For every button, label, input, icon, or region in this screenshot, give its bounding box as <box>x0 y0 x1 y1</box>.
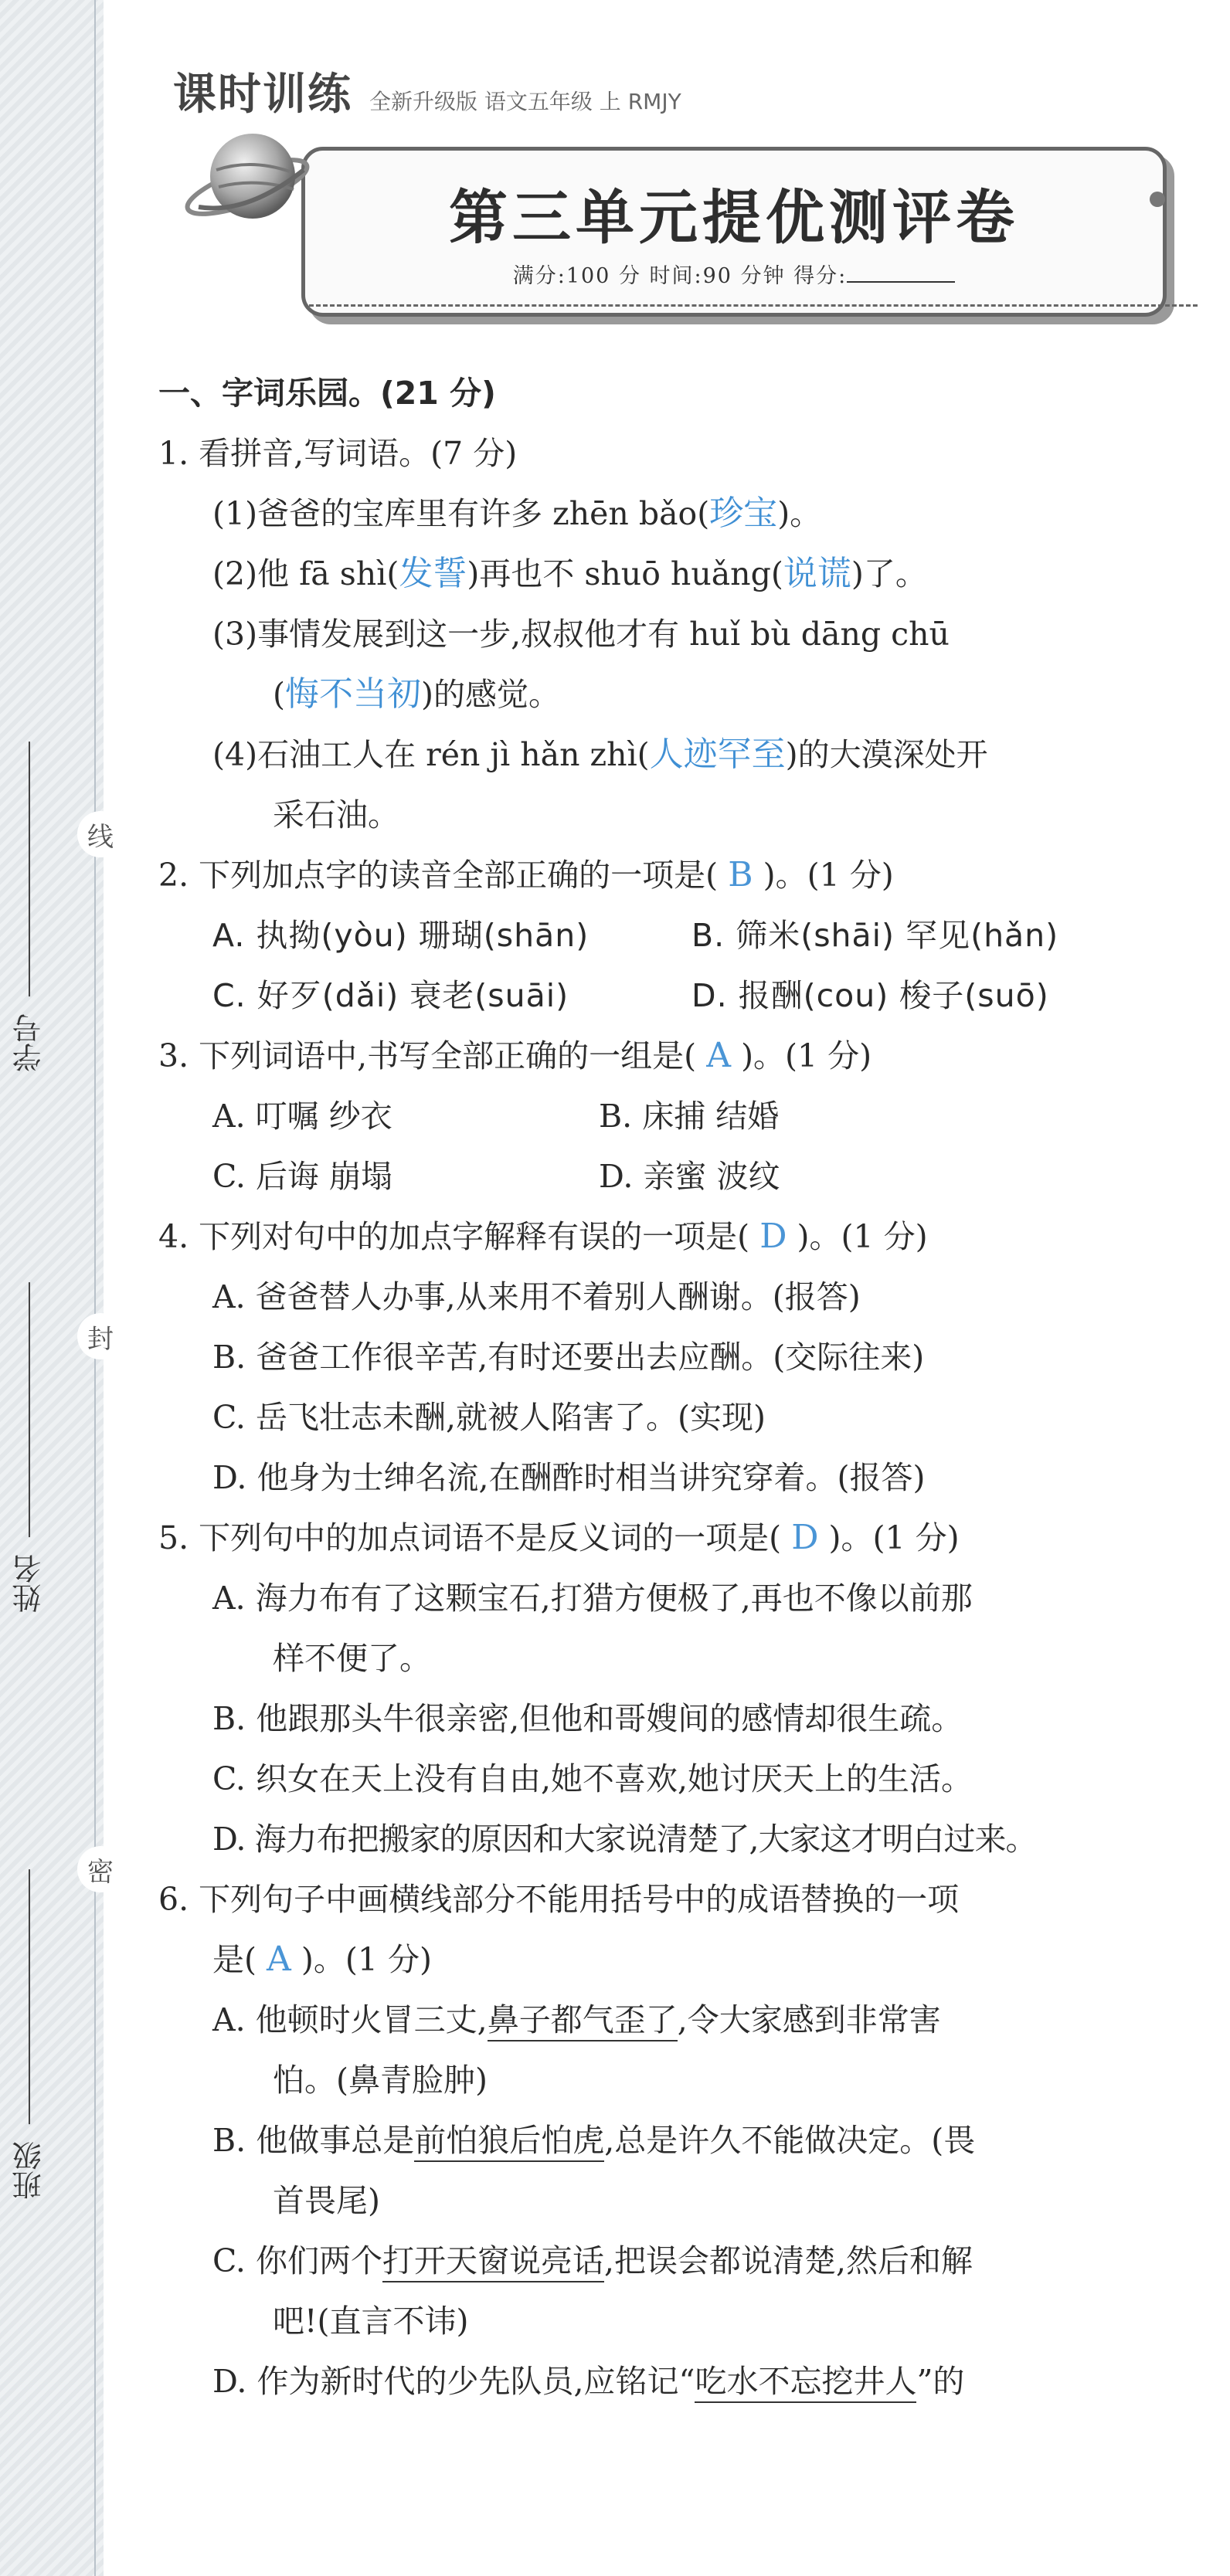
question-3-options-row-1 <box>158 1086 1194 1146</box>
question-6-stem-cont <box>158 1929 1194 1990</box>
score-info: 满分:100 分 时间:90 分钟 得分: <box>512 264 848 288</box>
q6-b-suffix: ,总是许久不能做决定。(畏 <box>604 2122 976 2159</box>
q2-option-c: C. 好歹(dǎi) 衰老(suāi) <box>212 977 569 1014</box>
q6-d-suffix: ”的 <box>916 2363 965 2400</box>
student-name-field[interactable] <box>8 1282 70 1613</box>
q2-option-a: A. 执拗(yòu) 珊瑚(shān) <box>212 917 590 954</box>
q4-option-c: C. 岳飞壮志未酬,就被人陷害了。(实现) <box>212 1399 766 1436</box>
q6-a-underlined: 鼻子都气歪了 <box>488 2001 678 2041</box>
q6-option-b-cont: 首畏尾) <box>273 2182 380 2219</box>
question-1-item-3: (3)事情发展到这一步,叔叔他才有 huǐ bù dāng chū <box>212 616 950 653</box>
student-name-blank[interactable] <box>29 1282 30 1537</box>
q6-d-prefix: D. 作为新时代的少先队员,应铭记“ <box>212 2363 695 2400</box>
q6-c-underlined: 打开天窗说亮话 <box>382 2242 604 2282</box>
q6-a-suffix: ,令大家感到非常害 <box>677 2001 941 2038</box>
q5-option-a: A. 海力布有了这颗宝石,打猎方便极了,再也不像以前那 <box>212 1580 973 1617</box>
q2-answer: B <box>728 855 753 894</box>
banner-tab-dot <box>1150 192 1165 207</box>
q1-2-suffix: )了。 <box>851 555 927 592</box>
q6-option-a-cont: 怕。(鼻青脸肿) <box>273 2062 488 2099</box>
q5-option-a-cont: 样不便了。 <box>273 1640 431 1677</box>
q2-option-b: B. 筛米(shāi) 罕见(hǎn) <box>691 917 1059 954</box>
question-5-stem <box>158 1508 1194 1568</box>
brand-header <box>173 60 681 122</box>
q6-option-c <box>158 2231 1194 2291</box>
question-2-stem <box>158 845 1194 905</box>
q2-stem-suffix: )。(1 分) <box>763 857 894 894</box>
student-number-blank[interactable] <box>29 742 30 996</box>
q6-option-c-cont: 吧!(直言不讳) <box>273 2303 469 2340</box>
q3-option-b: B. 床捕 结婚 <box>599 1098 780 1135</box>
q1-4-prompt: (4)石油工人在 rén jì hǎn zhì( <box>212 736 650 773</box>
q4-option-b: B. 爸爸工作很辛苦,有时还要出去应酬。(交际往来) <box>212 1339 925 1376</box>
question-1-item-3-cont <box>158 664 1194 725</box>
q3-option-a: A. 叮嘱 纱衣 <box>212 1098 392 1135</box>
q6-option-b <box>158 2110 1194 2170</box>
question-1-item-4 <box>158 725 1194 785</box>
planet-icon <box>182 116 313 247</box>
section-title: 一、字词乐园。(21 分) <box>158 375 496 412</box>
q6-c-suffix: ,把误会都说清楚,然后和解 <box>603 2242 973 2279</box>
student-name-label: 姓名 <box>12 1554 46 1614</box>
q1-2-answer-1: 发誓 <box>399 554 467 593</box>
q1-4-answer: 人迹罕至 <box>649 735 786 774</box>
q1-3-answer: 悔不当初 <box>285 674 421 714</box>
q6-stem-suffix: )。(1 分) <box>301 1941 432 1978</box>
q3-option-c: C. 后诲 崩塌 <box>212 1158 393 1195</box>
score-line <box>305 259 1163 289</box>
q4-stem-suffix: )。(1 分) <box>797 1218 928 1255</box>
q3-stem-suffix: )。(1 分) <box>741 1037 872 1074</box>
q5-option-b: B. 他跟那头牛很亲密,但他和哥嫂间的感情却很生疏。 <box>212 1700 963 1737</box>
q6-b-prefix: B. 他做事总是 <box>212 2122 415 2159</box>
q3-answer: A <box>706 1036 732 1075</box>
q6-option-d <box>158 2351 1194 2411</box>
page-title: 第三单元提优测评卷 <box>449 183 1019 252</box>
question-content <box>158 363 1194 2411</box>
question-3-options-row-2 <box>158 1146 1194 1207</box>
q6-d-underlined: 吃水不忘挖井人 <box>695 2363 916 2403</box>
q1-4-suffix: )的大漠深处开 <box>785 736 988 773</box>
q5-option-d: D. 海力布把搬家的原因和大家说清楚了,大家这才明白过来。 <box>212 1821 1037 1858</box>
question-2-options-row-1 <box>158 905 1194 966</box>
q6-a-prefix: A. 他顿时火冒三丈, <box>212 2001 488 2038</box>
edition-label: 全新升级版 语文五年级 上 RMJY <box>369 89 681 114</box>
question-2-options-row-2 <box>158 966 1194 1026</box>
q2-option-d: D. 报酬(cou) 梭子(suō) <box>691 977 1049 1014</box>
q4-option-a: A. 爸爸替人办事,从来用不着别人酬谢。(报答) <box>212 1278 861 1315</box>
class-blank[interactable] <box>29 1869 30 2124</box>
q1-3-open: ( <box>273 676 285 713</box>
binding-mark-xian: 线 <box>77 811 124 857</box>
question-1-item-4-cont: 采石油。 <box>273 796 399 833</box>
binding-mark-feng: 封 <box>77 1313 124 1359</box>
q6-b-underlined: 前怕狼后怕虎 <box>414 2122 604 2162</box>
banner-dashed-rule <box>309 304 1198 307</box>
q6-answer: A <box>267 1940 291 1979</box>
q5-answer: D <box>791 1518 819 1557</box>
question-4-stem <box>158 1207 1194 1267</box>
q5-stem-prefix: 5. 下列句中的加点词语不是反义词的一项是( <box>158 1519 782 1556</box>
q1-2-prompt: (2)他 fā shì( <box>212 555 399 592</box>
question-1-item-2 <box>158 544 1194 604</box>
question-6-stem: 6. 下列句子中画横线部分不能用括号中的成语替换的一项 <box>158 1881 960 1918</box>
question-1-item-1 <box>158 484 1194 544</box>
q1-3-suffix: )的感觉。 <box>421 676 560 713</box>
q6-c-prefix: C. 你们两个 <box>212 2242 382 2279</box>
q5-stem-suffix: )。(1 分) <box>828 1519 960 1556</box>
q2-stem-prefix: 2. 下列加点字的读音全部正确的一项是( <box>158 857 719 894</box>
q1-2-middle: )再也不 shuō huǎng( <box>467 555 783 592</box>
class-field[interactable] <box>8 1869 70 2200</box>
student-number-label: 学号 <box>12 1013 46 1073</box>
q4-option-d: D. 他身为士绅名流,在酬酢时相当讲究穿着。(报答) <box>212 1459 926 1496</box>
q3-option-d: D. 亲蜜 波纹 <box>599 1158 780 1195</box>
class-label: 班级 <box>12 2141 46 2201</box>
title-banner <box>301 147 1167 317</box>
q6-stem-prefix: 是( <box>212 1941 257 1978</box>
student-number-field[interactable] <box>8 742 70 1072</box>
question-1-stem: 1. 看拼音,写词语。(7 分) <box>158 435 518 472</box>
q4-stem-prefix: 4. 下列对句中的加点字解释有误的一项是( <box>158 1218 750 1255</box>
q4-answer: D <box>759 1217 787 1256</box>
q1-1-suffix: )。 <box>777 495 822 532</box>
binding-line <box>94 0 96 2576</box>
score-blank[interactable] <box>847 281 955 283</box>
binding-mark-mi: 密 <box>77 1846 124 1892</box>
q1-2-answer-2: 说谎 <box>783 554 851 593</box>
brand-title: 课时训练 <box>173 70 352 120</box>
q5-option-c: C. 织女在天上没有自由,她不喜欢,她讨厌天上的生活。 <box>212 1760 973 1797</box>
q6-option-a <box>158 1990 1194 2050</box>
q1-1-prompt: (1)爸爸的宝库里有许多 zhēn bǎo( <box>212 495 710 532</box>
question-3-stem <box>158 1026 1194 1086</box>
q3-stem-prefix: 3. 下列词语中,书写全部正确的一组是( <box>158 1037 697 1074</box>
q1-1-answer: 珍宝 <box>709 494 778 533</box>
